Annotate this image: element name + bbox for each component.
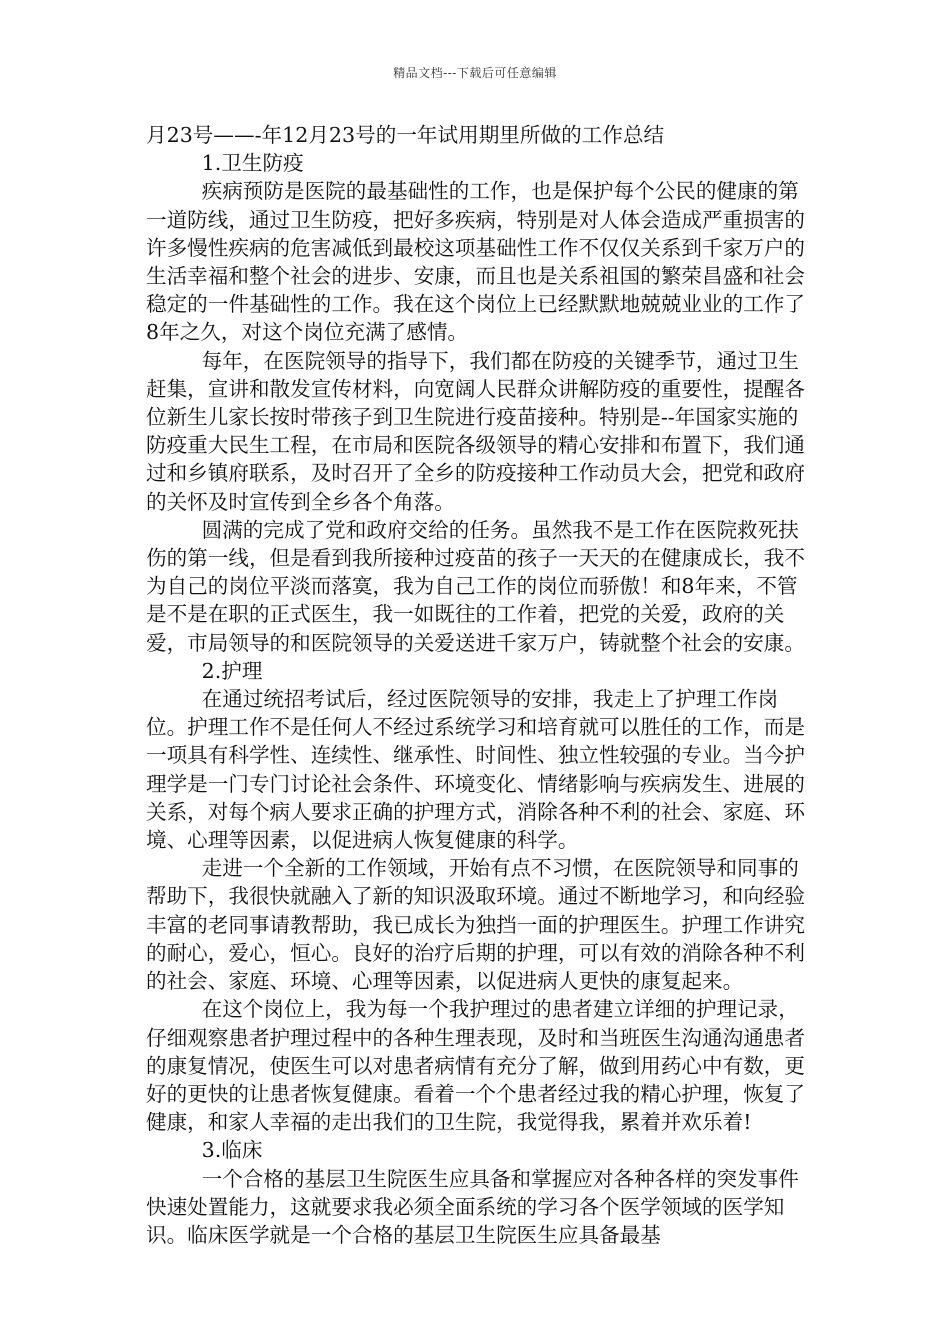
paragraph: 在通过统招考试后，经过医院领导的安排，我走上了护理工作岗位。护理工作不是任何人不经过系统学习和培育就可以胜任的工作，而是一项具有科学性、连续性、继承性、时间性、独立性较强的专业。当今护理学是一门专门讨论社会条件、环境变化、情绪影响与疾病发生、进展的关系，对每个病人要求正确的护理方式，消除各种不利的社会、家庭、环境、心理等因素，以促进病人恢复健康的科学。: [146, 687, 805, 853]
page-header: 精品文档---下载后可任意编辑: [393, 66, 557, 80]
section-heading-epidemic-prevention: 1.卫生防疫: [201, 151, 304, 176]
paragraph: 疾病预防是医院的最基础性的工作，也是保护每个公民的健康的第一道防线，通过卫生防疫，把好多疾病，特别是对人体会造成严重损害的许多慢性疾病的危害减低到最校这项基础性工作不仅仅关系到千家万户的生活幸福和整个社会的进步、安康，而且也是关系祖国的繁荣昌盛和社会稳定的一件基础性的工作。我在这个岗位上已经默默地兢兢业业的工作了8年之久，对这个岗位充满了感情。: [146, 179, 805, 345]
document-title: 月23号——-年12月23号的一年试用期里所做的工作总结: [146, 123, 665, 147]
paragraph: 每年，在医院领导的指导下，我们都在防疫的关键季节，通过卫生赶集，宣讲和散发宣传材料，向宽阔人民群众讲解防疫的重要性，提醒各位新生儿家长按时带孩子到卫生院进行疫苗接种。特别是--年国家实施的防疫重大民生工程，在市局和医院各级领导的精心安排和布置下，我们通过和乡镇府联系，及时召开了全乡的防疫接种工作动员大会，把党和政府的关怀及时宣传到全乡各个角落。: [146, 348, 805, 514]
document-body: [146, 121, 810, 1249]
paragraph: 走进一个全新的工作领域，开始有点不习惯，在医院领导和同事的帮助下，我很快就融入了新的知识汲取环境。通过不断地学习，和向经验丰富的老同事请教帮助，我已成长为独挡一面的护理医生。护理工作讲究的耐心，爱心，恒心。良好的治疗后期的护理，可以有效的消除各种不利的社会、家庭、环境、心理等因素，以促进病人更快的康复起来。: [146, 856, 805, 994]
section-heading-clinical: 3.临床: [201, 1138, 263, 1163]
section-heading-nursing: 2.护理: [201, 658, 263, 683]
paragraph: 一个合格的基层卫生院医生应具备和掌握应对各种各样的突发事件快速处置能力，这就要求我必须全面系统的学习各个医学领域的医学知识。临床医学就是一个合格的基层卫生院医生应具备最基: [146, 1166, 799, 1247]
paragraph: 圆满的完成了党和政府交给的任务。虽然我不是工作在医院救死扶伤的第一线，但是看到我所接种过疫苗的孩子一天天的在健康成长，我不为自己的岗位平淡而落寞，我为自己工作的岗位而骄傲！和8年来，不管是不是在职的正式医生，我一如既往的工作着，把党的关爱，政府的关爱，市局领导的和医院领导的关爱送进千家万户，铸就整个社会的安康。: [146, 517, 805, 655]
paragraph: 在这个岗位上，我为每一个我护理过的患者建立详细的护理记录，仔细观察患者护理过程中的各种生理表现，及时和当班医生沟通沟通患者的康复情况，使医生可以对患者病情有充分了解，做到用药心中有数，更好的更快的让患者恢复健康。看着一个个患者经过我的精心护理，恢复了健康，和家人幸福的走出我们的卫生院，我觉得我，累着并欢乐着!: [146, 997, 805, 1135]
